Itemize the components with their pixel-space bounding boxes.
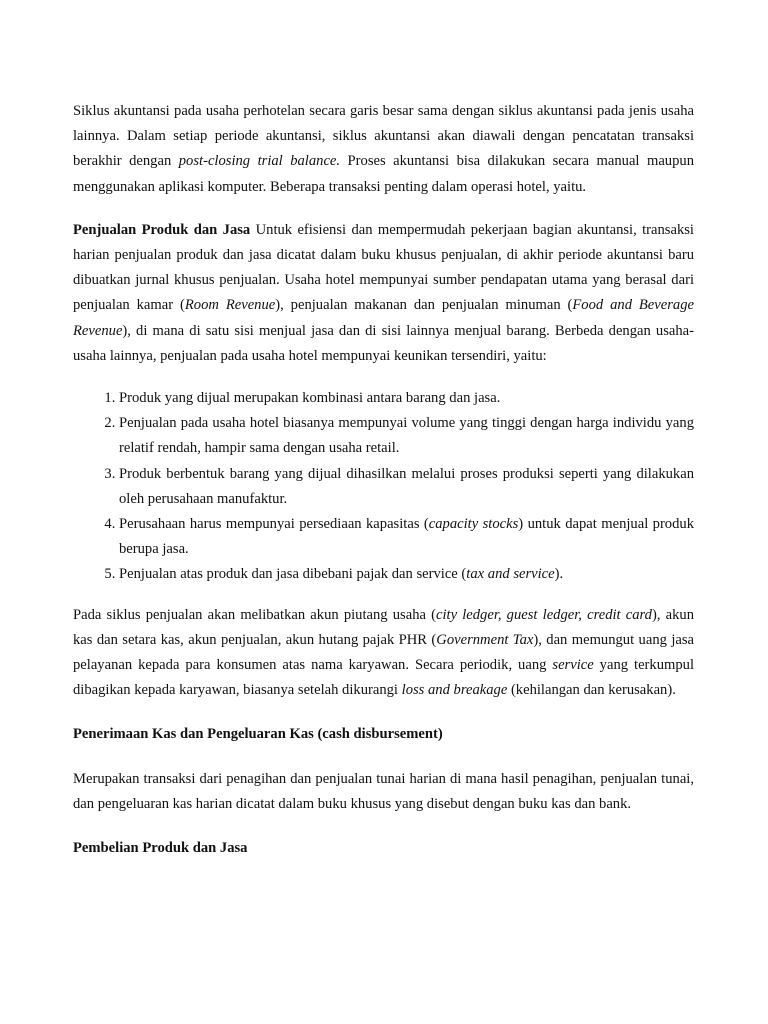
siklus-text-5: (kehilangan dan kerusakan). <box>507 682 676 699</box>
penjualan-italic-1: Room Revenue <box>184 297 276 314</box>
penjualan-text-2: ), penjualan makanan dan penjualan minuman ( <box>275 297 573 314</box>
siklus-paragraph <box>73 603 694 704</box>
list-item-italic: capacity stocks <box>428 516 519 533</box>
list-item-text: Penjualan atas produk dan jasa dibebani pajak dan service ( <box>119 566 467 583</box>
list-item-italic: tax and service <box>466 566 555 583</box>
penjualan-text-1: Untuk efisiensi dan mempermudah pekerjaan bagian akuntansi, transaksi harian penjualan produk dan jasa dicatat dalam buku khusus penjualan, di akhir periode akuntansi baru dibuatkan jurnal khusus penjualan. Usaha hotel mempunyai sumber pendapatan utama yang berasal dari penjualan kamar ( <box>73 221 694 314</box>
list-item-text: Produk berbentuk barang yang dijual dihasilkan melalui proses produksi seperti yang dilakukan oleh perusahaan manufaktur. <box>119 465 694 507</box>
pembelian-heading: Pembelian Produk dan Jasa <box>73 840 248 857</box>
penjualan-italic-2: Food and Beverage Revenue <box>73 297 694 339</box>
list-item <box>119 512 694 562</box>
list-item <box>119 386 694 411</box>
kas-paragraph: Merupakan transaksi dari penagihan dan penjualan tunai harian di mana hasil penagihan, penjualan tunai, dan pengeluaran kas harian dicatat dalam buku khusus yang disebut dengan buku kas dan bank. <box>73 770 694 812</box>
document-page <box>73 99 694 880</box>
list-item-text: Produk yang dijual merupakan kombinasi antara barang dan jasa. <box>119 390 501 407</box>
siklus-text-4: yang terkumpul dibagikan kepada karyawan, biasanya setelah dikurangi <box>73 657 694 699</box>
list-item <box>119 462 694 512</box>
list-item-text: ). <box>554 566 564 583</box>
siklus-italic-4: loss and breakage <box>401 682 508 699</box>
list-item <box>119 562 694 587</box>
penjualan-paragraph <box>73 218 694 369</box>
list-item-text: Perusahaan harus mempunyai persediaan kapasitas ( <box>119 516 429 533</box>
kas-heading: Penerimaan Kas dan Pengeluaran Kas (cash disbursement) <box>73 726 443 743</box>
siklus-italic-1: city ledger, guest ledger, credit card <box>436 606 652 623</box>
list-item <box>119 411 694 461</box>
list-item-text: ) untuk dapat menjual produk berupa jasa. <box>119 516 694 558</box>
list-item-text: Penjualan pada usaha hotel biasanya mempunyai volume yang tinggi dengan harga individu yang relatif rendah, hampir sama dengan usaha retail. <box>119 415 694 457</box>
intro-paragraph <box>73 99 694 200</box>
siklus-text-2: ), akun kas dan setara kas, akun penjualan, akun hutang pajak PHR ( <box>73 606 694 648</box>
keunikan-list <box>73 386 694 588</box>
intro-text-1: Siklus akuntansi pada usaha perhotelan secara garis besar sama dengan siklus akuntansi pada jenis usaha lainnya. Dalam setiap periode akuntansi, siklus akuntansi akan diawali dengan pencatatan transaksi berakhir dengan <box>73 103 694 170</box>
siklus-italic-3: service <box>552 657 594 674</box>
penjualan-heading: Penjualan Produk dan Jasa <box>73 221 251 238</box>
siklus-text-3: ), dan memungut uang jasa pelayanan kepada para konsumen atas nama karyawan. Secara periodik, uang <box>73 631 695 674</box>
intro-italic-term: post-closing trial balance. <box>178 153 341 170</box>
penjualan-text-3: ), di mana di satu sisi menjual jasa dan di sisi lainnya menjual barang. Berbeda dengan usaha-usaha lainnya, penjualan pada usaha hotel mempunyai keunikan tersendiri, yaitu: <box>73 322 694 364</box>
siklus-text-1: Pada siklus penjualan akan melibatkan akun piutang usaha ( <box>73 606 436 623</box>
intro-text-2: Proses akuntansi bisa dilakukan secara manual maupun menggunakan aplikasi komputer. Beberapa transaksi penting dalam operasi hotel, yaitu. <box>73 153 694 195</box>
siklus-italic-2: Government Tax <box>436 631 534 648</box>
